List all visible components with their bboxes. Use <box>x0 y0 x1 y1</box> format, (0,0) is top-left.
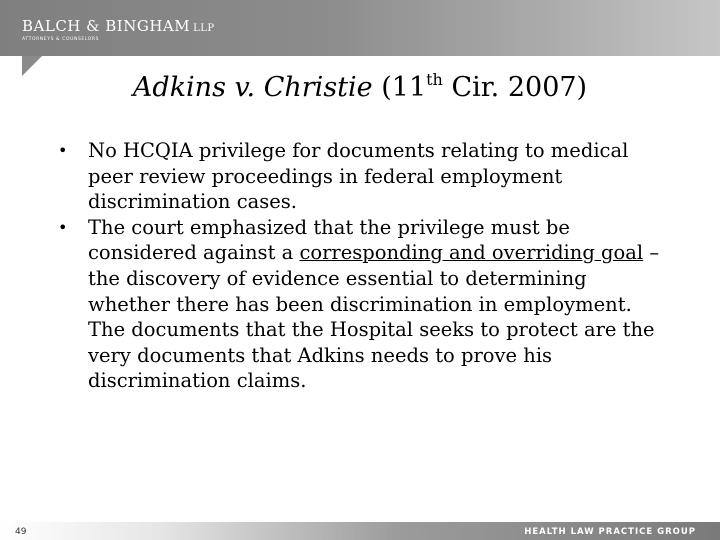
bullet-dot-icon: • <box>58 141 68 160</box>
bullet-list <box>58 138 668 394</box>
header-band <box>0 0 720 56</box>
firm-name: BALCH & BINGHAM <box>22 17 191 35</box>
title-court-pre: (11 <box>381 72 427 103</box>
bullet-dot-icon: • <box>58 217 68 237</box>
page-number: 49 <box>15 527 27 537</box>
bullet-item <box>58 138 668 215</box>
footer-band <box>0 522 720 540</box>
practice-group-label: HEALTH LAW PRACTICE GROUP <box>524 527 696 537</box>
title-court-sup: th <box>426 70 443 89</box>
title-case-name: Adkins v. Christie <box>132 72 373 103</box>
bullet-text-underlined: corresponding and overriding goal <box>299 241 644 265</box>
bullet-text-before: The court emphasized that the privilege must be considered against a <box>88 215 570 265</box>
firm-tagline: ATTORNEYS & COUNSELORS <box>22 37 100 42</box>
bullet-text-after: – the discovery of evidence essential to determining whether there has been discrimination in employment. The documents that the Hospital seeks to protect are the very documents that Adkins needs to prove his discrimination claims. <box>88 241 660 393</box>
firm-suffix: LLP <box>193 23 215 34</box>
firm-logo <box>22 17 215 35</box>
slide-title <box>0 72 720 103</box>
title-court-post: Cir. 2007) <box>442 72 588 103</box>
bullet-text: No HCQIA privilege for documents relating to medical peer review proceedings in federal employment discrimination cases. <box>88 139 629 214</box>
bullet-item <box>58 215 668 394</box>
